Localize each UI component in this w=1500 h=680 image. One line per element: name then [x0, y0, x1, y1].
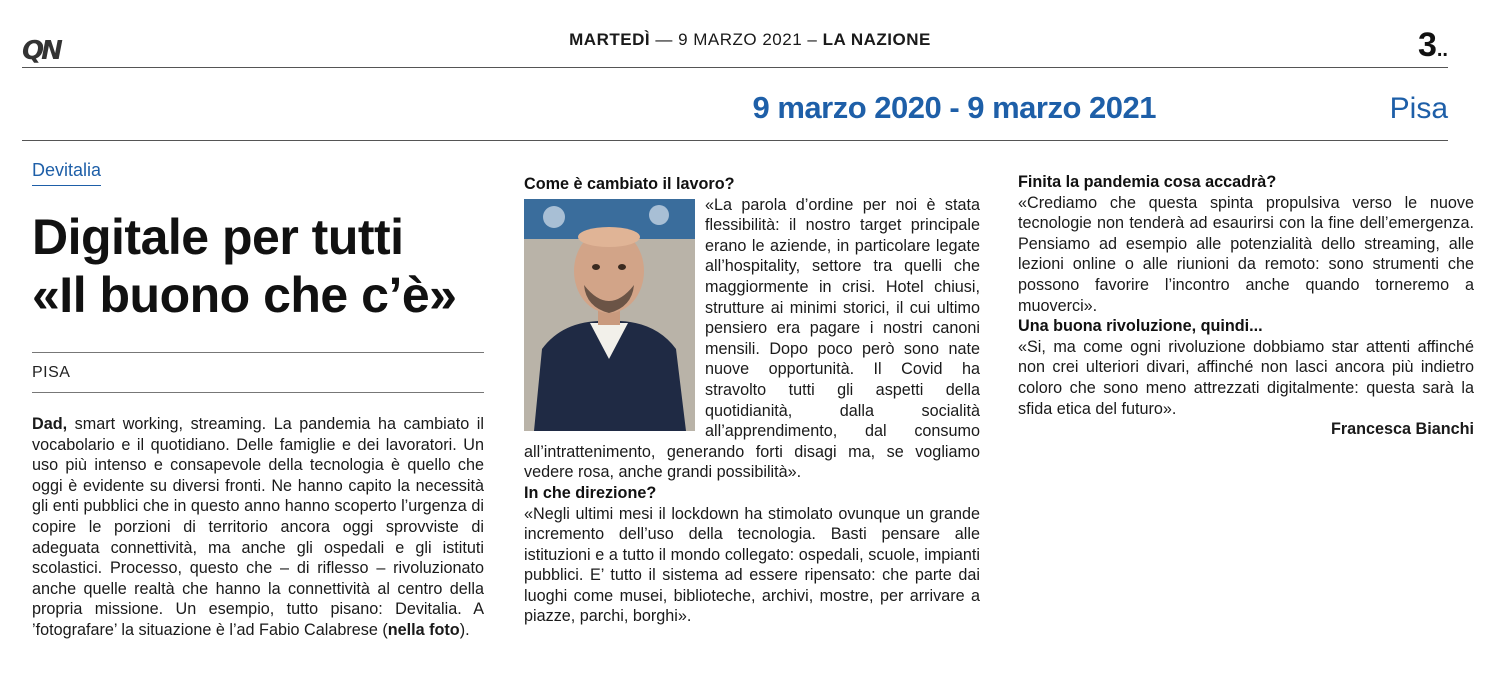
anniversary-banner: 9 marzo 2020 - 9 marzo 2021 [752, 90, 1156, 125]
interview-column-3 [1018, 172, 1474, 440]
headline-line-1: Digitale per tutti [32, 209, 404, 265]
dateline-header [0, 30, 1500, 50]
answer-1: «La parola d’ordine per noi è stata flessibilità: il nostro target principale erano le aziende, in particolare legate all’hospitality, settore tra quelli che maggiormente in crisi. Hotel chiusi, strutture ai minimi storici, il cui ultimo pensiero era pagare i nostri canoni mensili. Dopo poco però sono nate nuove opportunità. Il Covid ha stravolto tutti gli aspetti della quotidianità, dalla socialità all’apprendimento, dal consumo all’intrattenimento, generando forti disagi ma, se vogliamo vedere rosa, anche grandi possibilità». [524, 195, 980, 482]
answer-4: «Si, ma come ogni rivoluzione dobbiamo star attenti affinché non crei ulteriori divari, affinché non lasci ancora più indietro coloro che sono meno attrezzati digitalmente: questa sarà la sfida etica del futuro». [1018, 337, 1474, 418]
headline-rule-bottom [32, 392, 484, 393]
headline [32, 208, 502, 324]
headline-rule-top [32, 352, 484, 353]
author-signature: Francesca Bianchi [1330, 420, 1474, 439]
headline-line-2: «Il buono che c’è» [32, 267, 457, 323]
question-3: Finita la pandemia cosa accadrà? [1018, 173, 1277, 191]
newspaper-name: LA NAZIONE [822, 30, 931, 49]
newspaper-logo: QN [22, 36, 60, 66]
question-4: Una buona rivoluzione, quindi... [1018, 317, 1263, 336]
portrait-photo [524, 199, 695, 431]
page-dots: .. [1436, 39, 1448, 61]
lead-paragraph [32, 414, 484, 641]
question-2: In che direzione? [524, 483, 657, 502]
weekday: MARTEDÌ [569, 30, 651, 49]
question-1: Come è cambiato il lavoro? [524, 175, 735, 193]
answer-2: «Negli ultimi mesi il lockdown ha stimolato ovunque un grande incremento dell’uso della tecnologia. Basti pensare alle istituzioni e a tutto il mondo collegato: ospedali, scuole, impianti pubblici. E’ tutto il sistema ad essere ripensato: che parte dai luoghi come musei, biblioteche, archivi, mostre, per arrivare a piazze, parchi, borghi». [524, 504, 980, 626]
lead-text: smart working, streaming. La pandemia ha cambiato il vocabolario e il quotidiano. Delle famiglie e dei lavoratori. Un uso più intenso e consapevole della tecnologia è quello che oggi è evidente su diversi fronti. Ne hanno capito la necessità gli enti pubblici che in questo anno hanno scoperto l’urgenza di copire le porzioni di territorio ancora oggi sprovviste di adeguata connettività, ma anche gli ospedali e gli istituti scolastici. Processo, questo che – di riflesso – rivoluzionato anche quelle realtà che hanno la connettività al centro della propria missione. Un esempio, tutto pisano: Devitalia. A ’fotografare’ la situazione è l’ad Fabio Calabrese ( [32, 415, 484, 639]
place-dateline: PISA [32, 364, 71, 381]
photo-reference: nella foto [387, 620, 460, 639]
page-number [1418, 26, 1448, 65]
dash-separator: – [807, 30, 823, 49]
issue-date: 9 MARZO 2021 [678, 30, 803, 49]
band-rule [22, 140, 1448, 141]
page-number-value: 3 [1417, 26, 1437, 64]
lead-end: ). [459, 620, 470, 639]
section-tag: Devitalia [32, 160, 101, 186]
masthead-rule [22, 67, 1448, 68]
portrait-illustration [524, 199, 695, 431]
dash-separator: — [655, 30, 679, 49]
city-label: Pisa [1389, 92, 1448, 125]
answer-3: «Crediamo che questa spinta propulsiva verso le nuove tecnologie non tenderà ad esaurirsi con la fine dell’emergenza. Pensiamo ad esempio alle potenzialità dello streaming, alle lezioni online o alle riunioni da remoto: sono strumenti che possono favorire l’incontro anche quando torneremo a muoverci». [1018, 193, 1474, 315]
interview-column-2 [524, 174, 980, 627]
lead-bold: Dad, [32, 415, 68, 433]
